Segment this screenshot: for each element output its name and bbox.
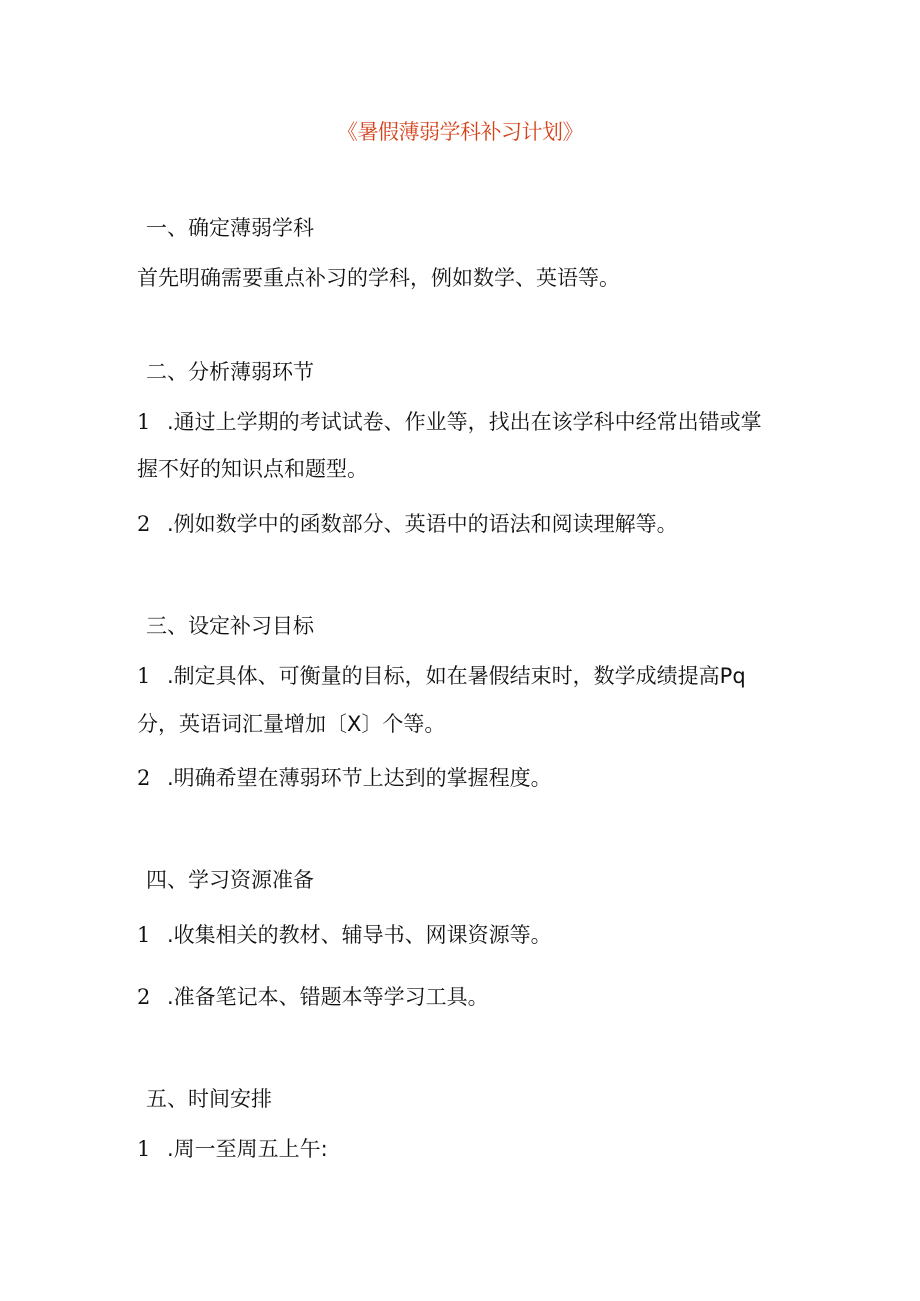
list-item [137, 508, 678, 538]
document-title: 《暑假薄弱学科补习计划》 [337, 120, 583, 144]
item-number: 1 [137, 664, 151, 688]
list-item [137, 762, 552, 792]
item-number: 1 [137, 923, 151, 947]
section-heading: 一、确定薄弱学科 [146, 216, 314, 240]
item-number: 1 [137, 1137, 151, 1161]
list-item [137, 660, 746, 690]
item-text: .例如数学中的函数部分、英语中的语法和阅读理解等。 [167, 512, 678, 536]
item-text: .准备笔记本、错题本等学习工具。 [167, 985, 489, 1009]
item-text-continuation: 握不好的知识点和题型。 [137, 457, 368, 481]
item-text: .明确希望在薄弱环节上达到的掌握程度。 [167, 766, 552, 790]
section-heading: 三、设定补习目标 [146, 614, 314, 638]
section-heading: 四、学习资源准备 [146, 868, 314, 892]
list-item [137, 919, 552, 949]
list-item [137, 406, 762, 436]
section-heading: 二、分析薄弱环节 [146, 360, 314, 384]
list-item [137, 1133, 328, 1163]
item-text: .通过上学期的考试试卷、作业等，找出在该学科中经常出错或掌 [167, 410, 762, 434]
list-item [137, 981, 489, 1011]
item-text: .收集相关的教材、辅导书、网课资源等。 [167, 923, 552, 947]
item-number: 2 [137, 985, 151, 1009]
item-text: .周一至周五上午: [167, 1137, 328, 1161]
item-number: 1 [137, 410, 151, 434]
item-text-continuation: 分，英语词汇量增加〔X〕个等。 [137, 712, 446, 736]
item-number: 2 [137, 512, 151, 536]
item-number: 2 [137, 766, 151, 790]
item-text: .制定具体、可衡量的目标，如在暑假结束时，数学成绩提高Pq [167, 664, 746, 688]
section-heading: 五、时间安排 [146, 1087, 272, 1111]
section-paragraph: 首先明确需要重点补习的学科，例如数学、英语等。 [137, 266, 620, 290]
